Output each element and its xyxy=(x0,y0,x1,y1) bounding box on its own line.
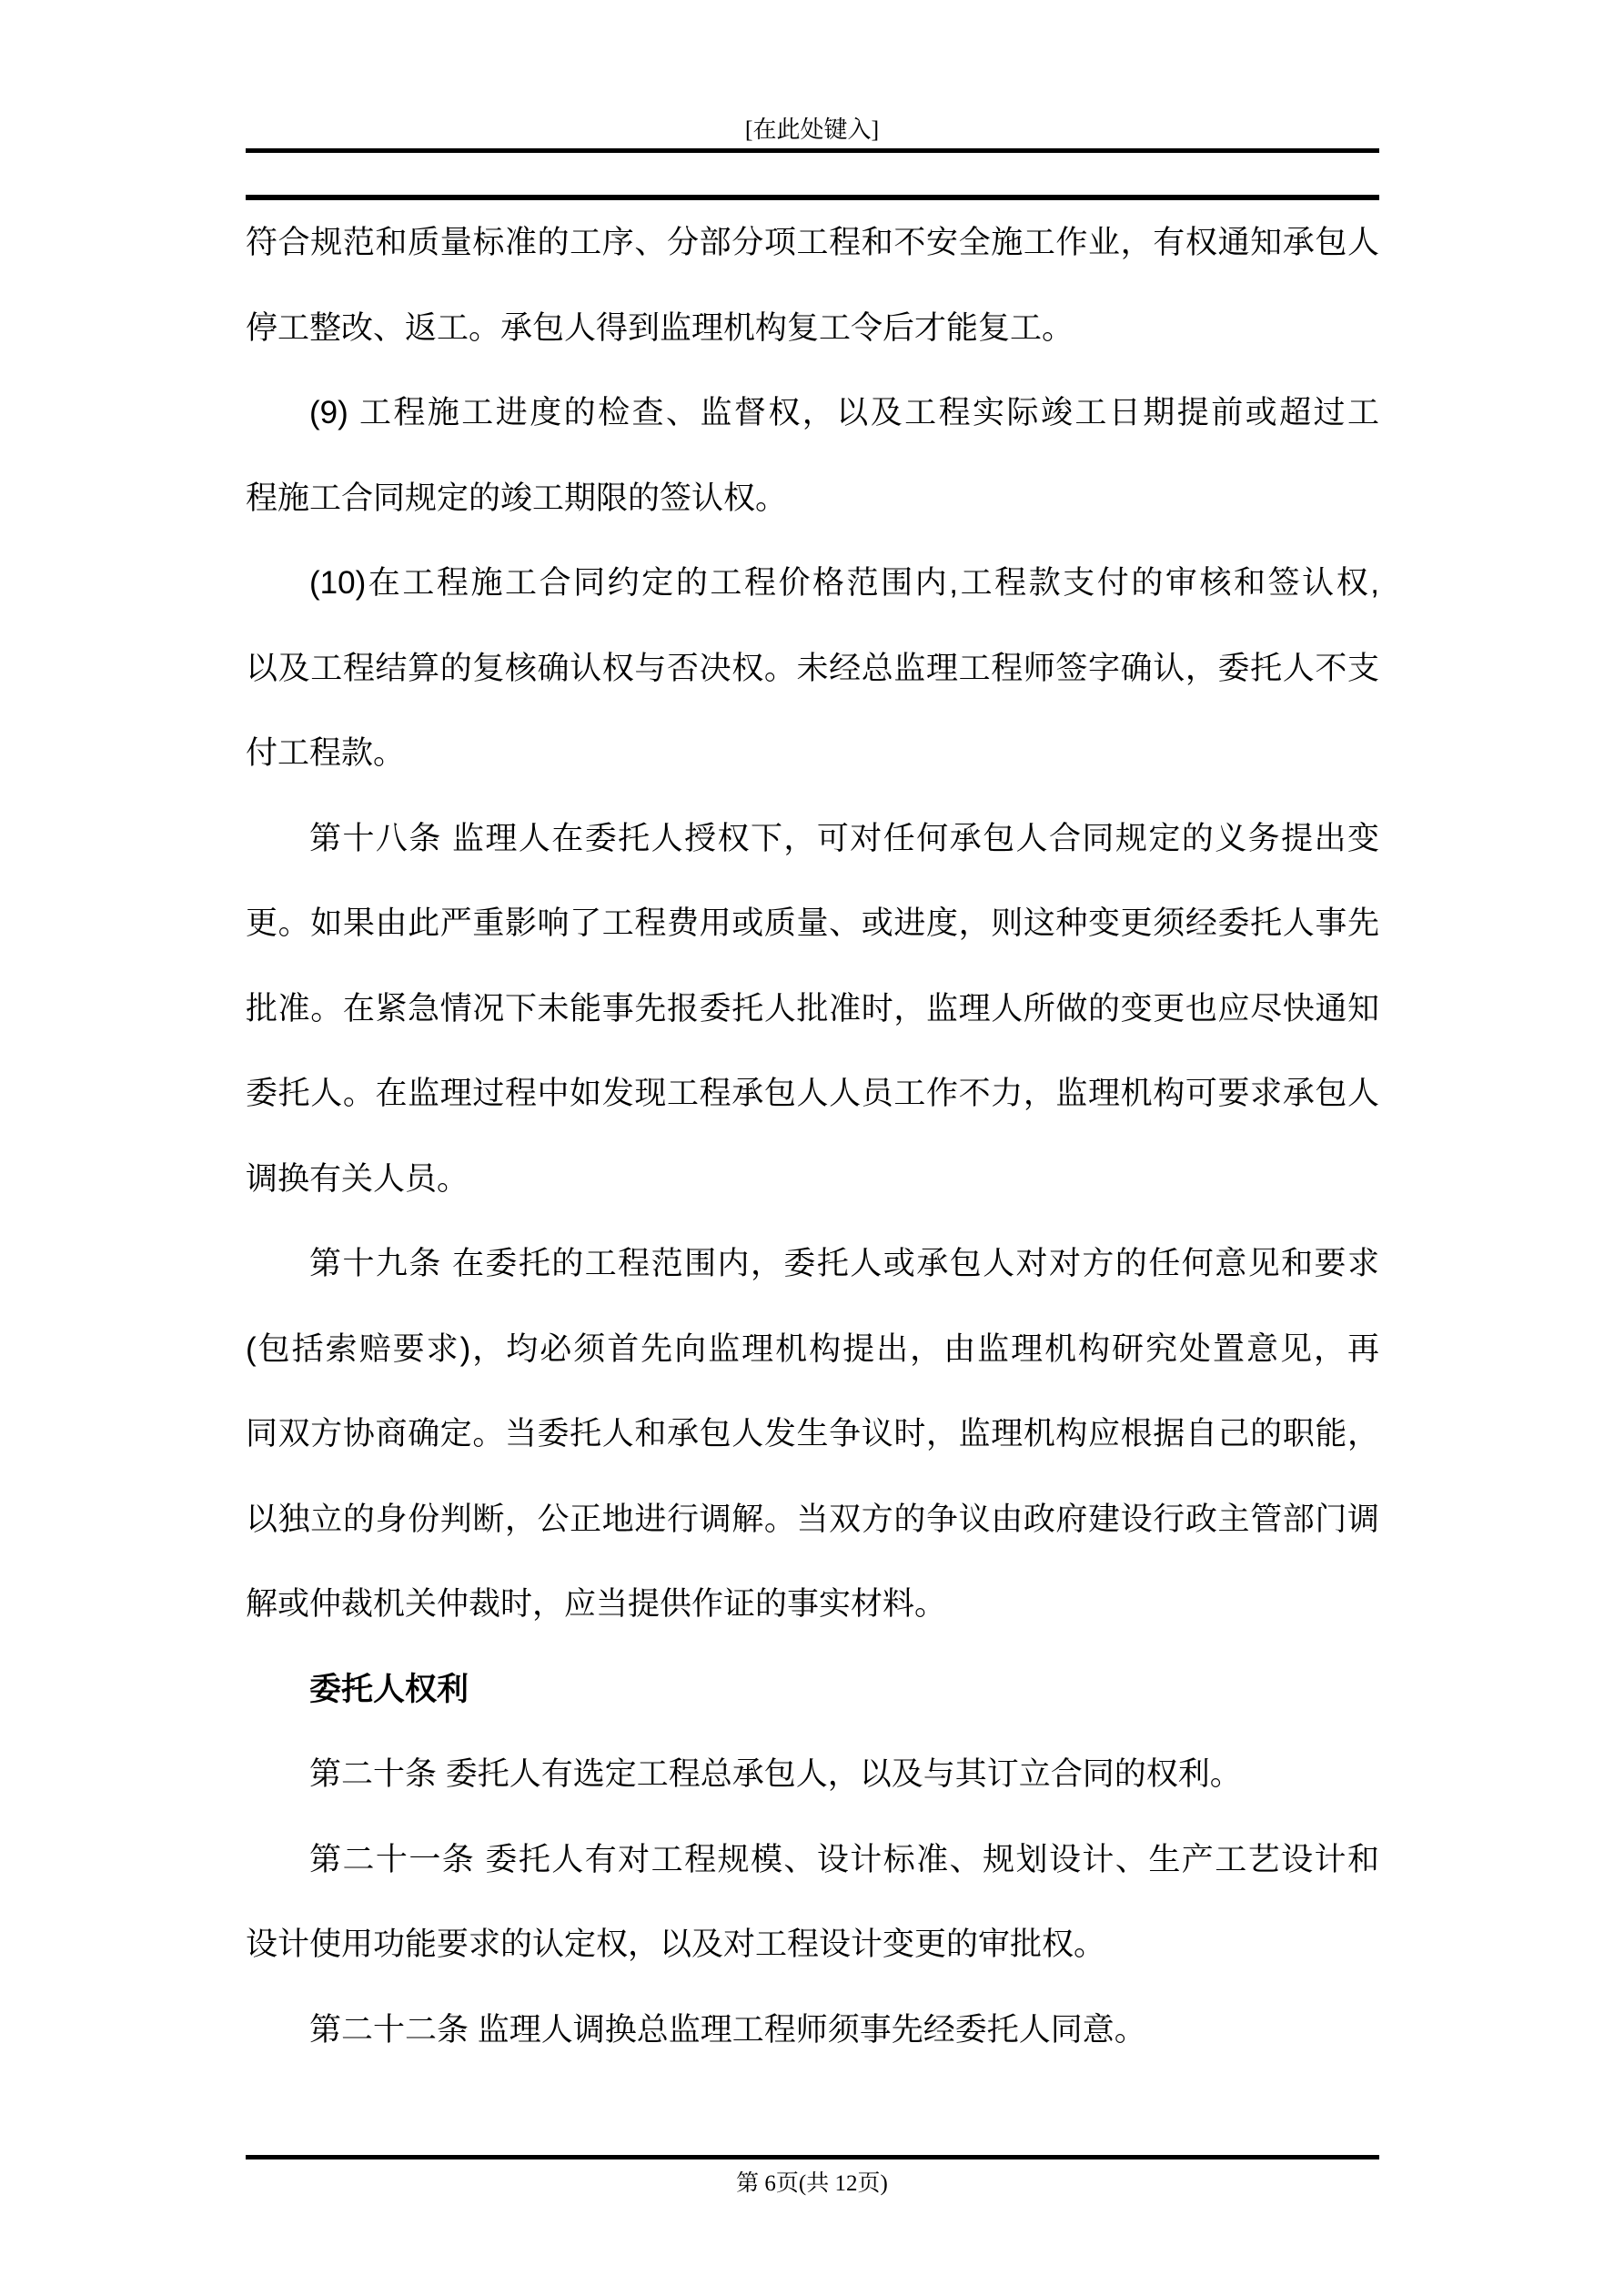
paragraph-article-22 xyxy=(246,1988,1379,2073)
header-placeholder-text: [在此处键入] xyxy=(744,116,880,143)
text-line: 付工程款。 xyxy=(246,735,406,771)
text-line: 第二十一条 委托人有对工程规模、设计标准、规划设计、生产工艺设计和 xyxy=(309,1841,1379,1877)
paragraph-item-10 xyxy=(246,541,1379,796)
text-line: 以独立的身份判断，公正地进行调解。当双方的争议由政府建设行政主管部门调 xyxy=(246,1501,1379,1537)
header-rule-top xyxy=(246,148,1379,153)
text-line: 调换有关人员。 xyxy=(246,1160,469,1197)
document-body xyxy=(246,200,1379,2072)
footer-rule xyxy=(246,2155,1379,2159)
text-line: 停工整改、返工。承包人得到监理机构复工令后才能复工。 xyxy=(246,309,1074,346)
paragraph-article-20 xyxy=(246,1732,1379,1817)
text-line: 第二十二条 监理人调换总监理工程师须事先经委托人同意。 xyxy=(309,2011,1146,2048)
heading-text: 委托人权利 xyxy=(309,1671,469,1707)
text-line: 以及工程结算的复核确认权与否决权。未经总监理工程师签字确认，委托人不支 xyxy=(246,650,1379,686)
text-line: 第十八条 监理人在委托人授权下，可对任何承包人合同规定的义务提出变 xyxy=(309,820,1379,856)
paragraph-article-18 xyxy=(246,796,1379,1222)
paragraph-article-21 xyxy=(246,1817,1379,1988)
text-line: (9) 工程施工进度的检查、监督权，以及工程实际竣工日期提前或超过工 xyxy=(309,395,1379,430)
text-line: 第二十条 委托人有选定工程总承包人，以及与其订立合同的权利。 xyxy=(309,1756,1242,1792)
text-line: 批准。在紧急情况下未能事先报委托人批准时，监理人所做的变更也应尽快通知 xyxy=(246,990,1379,1027)
section-heading-client-rights xyxy=(246,1647,1379,1733)
paragraph-item-9 xyxy=(246,370,1379,541)
paragraph-continuation xyxy=(246,200,1379,370)
page-number: 第 6页(共 12页) xyxy=(736,2171,888,2196)
text-line: 解或仲裁机关仲裁时，应当提供作证的事实材料。 xyxy=(246,1586,947,1622)
text-line: 第十九条 在委托的工程范围内，委托人或承包人对对方的任何意见和要求 xyxy=(309,1246,1379,1281)
text-line: 符合规范和质量标准的工序、分部分项工程和不安全施工作业，有权通知承包人 xyxy=(246,225,1379,260)
text-line: 更。如果由此严重影响了工程费用或质量、或进度，则这种变更须经委托人事先 xyxy=(246,905,1379,941)
paragraph-article-19 xyxy=(246,1221,1379,1647)
text-line: 设计使用功能要求的认定权，以及对工程设计变更的审批权。 xyxy=(246,1927,1106,1962)
text-line: (包括索赔要求)，均必须首先向监理机构提出，由监理机构研究处置意见，再 xyxy=(246,1330,1379,1367)
text-line: 程施工合同规定的竣工期限的签认权。 xyxy=(246,480,788,516)
text-line: 委托人。在监理过程中如发现工程承包人人员工作不力，监理机构可要求承包人 xyxy=(246,1076,1379,1111)
text-line: 同双方协商确定。当委托人和承包人发生争议时，监理机构应根据自己的职能， xyxy=(246,1416,1379,1451)
text-line: (10)在工程施工合同约定的工程价格范围内,工程款支付的审核和签认权, xyxy=(309,565,1379,601)
